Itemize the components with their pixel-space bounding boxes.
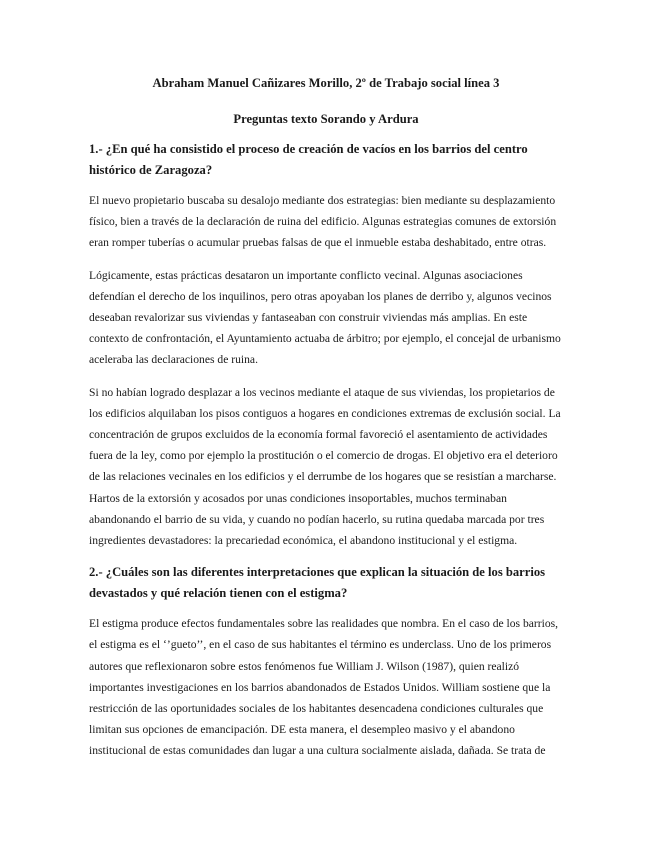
document-subtitle: Preguntas texto Sorando y Ardura [233, 112, 419, 126]
answer-1-paragraph-2: Lógicamente, estas prácticas desataron un importante conflicto vecinal. Algunas asociaciones defendían el derecho de los inquilinos, pero otras apoyaban los planes de derribo y, algunos vecinos deseaban revalorizar sus viviendas y fantaseaban con construir viviendas más amplias. En este contexto de confrontación, el Ayuntamiento actuaba de árbitro; por ejemplo, el concejal de urbanismo aceleraba las declaraciones de ruina. [89, 268, 561, 367]
question-2: 2.- ¿Cuáles son las diferentes interpretaciones que explican la situación de los barrios devastados y qué relación tienen con el estigma? [89, 565, 546, 601]
answer-1-paragraph-3: Si no habían logrado desplazar a los vecinos mediante el ataque de sus viviendas, los propietarios de los edificios alquilaban los pisos contiguos a hogares en condiciones extremas de exclusión social. La concentración de grupos excluidos de la economía formal favoreció el asentamiento de actividades fuera de la ley, como por ejemplo la prostitución o el comercio de drogas. El objetivo era el deterioro de las relaciones vecinales en los edificios y el derrumbe de los hogares que se resistían a marcharse. Hartos de la extorsión y acosados por unas condiciones insoportables, muchos terminaban abandonando el barrio de su vida, y cuando no podían hacerlo, su rutina quedaba marcada por tres ingredientes devastadores: la precariedad económica, el abandono institucional y el estigma. [89, 385, 561, 548]
answer-1-paragraph-1: El nuevo propietario buscaba su desalojo mediante dos estrategias: bien mediante su desplazamiento físico, bien a través de la declaración de ruina del edificio. Algunas estrategias comunes de extorsión eran romper tuberías o acumular pruebas falsas de que el inmueble estaba deshabitado, entre otras. [89, 194, 557, 250]
question-1: 1.- ¿En qué ha consistido el proceso de creación de vacíos en los barrios del centro histórico de Zaragoza? [89, 142, 528, 177]
answer-2-paragraph-1: El estigma produce efectos fundamentales sobre las realidades que nombra. En el caso de los barrios, el estigma es el ‘’gueto’’, en el caso de sus habitantes el término es underclass. Uno de los primeros autores que reflexionaron sobre estos fenómenos fue William J. Wilson (1987), quien realizó importantes investigaciones en los barrios abandonados de Estados Unidos. William sostiene que la restricción de las oportunidades sociales de los habitantes desencadena condiciones culturales que limitan sus opciones de emancipación. DE esta manera, el desempleo masivo y el abandono institucional de estas comunidades dan lugar a una cultura socialmente aislada, dañada. Se trata de [89, 617, 559, 758]
document-title: Abraham Manuel Cañizares Morillo, 2º de Trabajo social línea 3 [152, 76, 500, 90]
